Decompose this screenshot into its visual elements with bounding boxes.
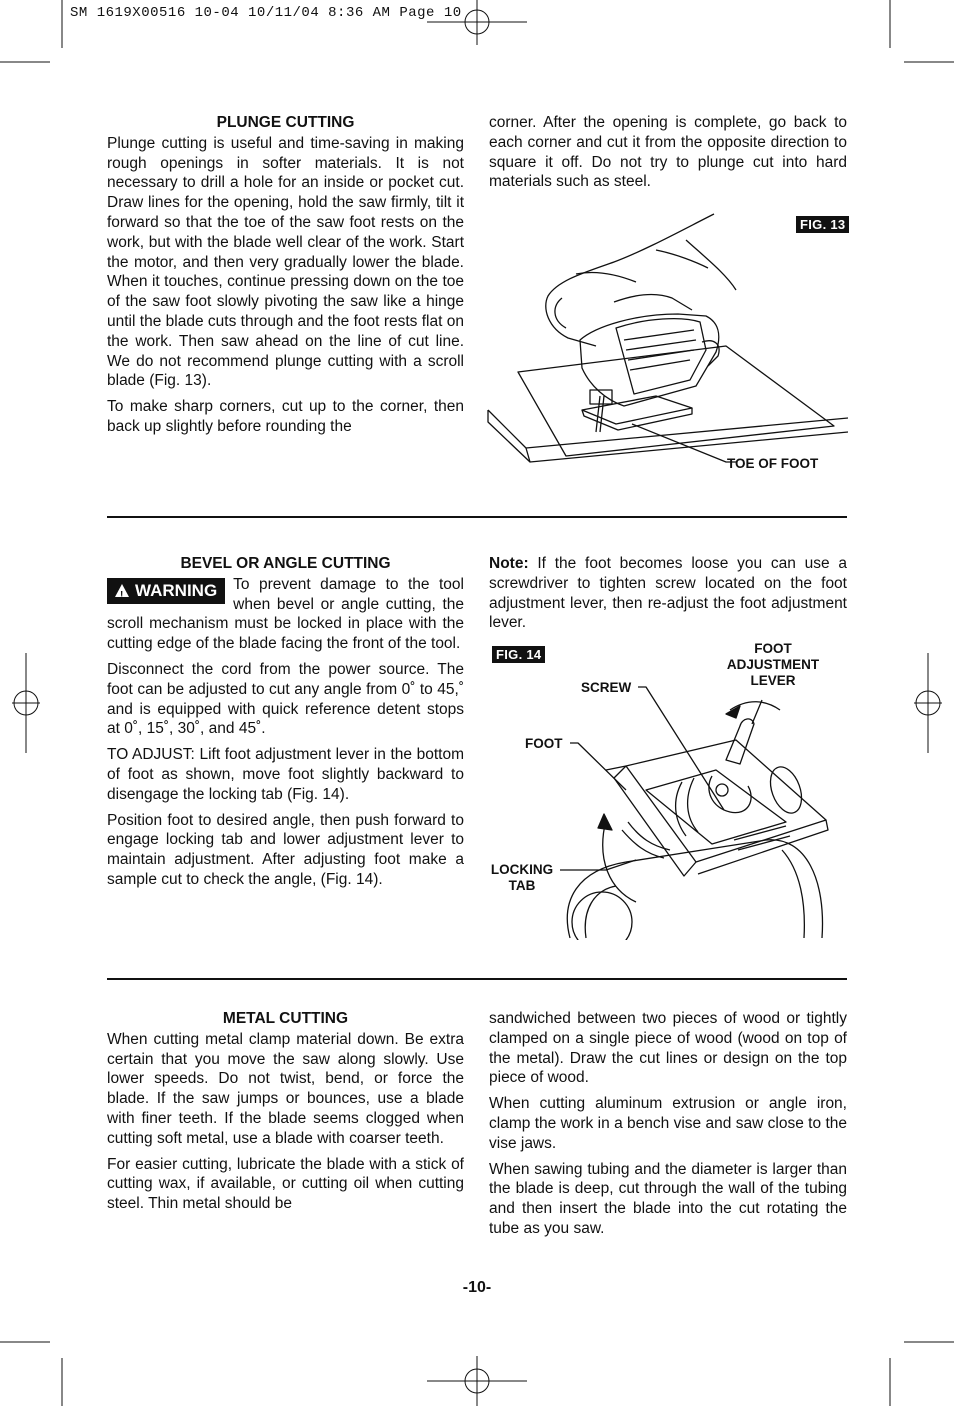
metal-paragraph: When cutting aluminum extrusion or angle iron, clamp the work in a bench vise and saw close to the vise jaws. bbox=[489, 1095, 847, 1152]
bevel-heading: BEVEL OR ANGLE CUTTING bbox=[180, 555, 391, 572]
metal-left-column bbox=[107, 1009, 464, 1220]
note-text: If the foot becomes loose you can use a screwdriver to tighten screw located on the foot adjustment lever, then re-adjust the foot adjustment lever. bbox=[489, 555, 847, 632]
plunge-paragraph: To make sharp corners, cut up to the corner, then back up slightly before rounding the bbox=[107, 398, 464, 435]
metal-paragraph: When cutting metal clamp material down. Be extra certain that you move the saw along slowly. Use lower speeds. Do not twist, bend, or force the blade. If the saw jumps or bounces, use a blade with finer teeth. If the blade seems clogged when cutting soft metal, use a blade with coarser teeth. bbox=[107, 1030, 464, 1147]
fig14-illustration bbox=[486, 640, 848, 940]
plunge-right-column bbox=[489, 113, 847, 198]
fig14-tag: FIG. 14 bbox=[492, 646, 545, 663]
section-divider bbox=[107, 978, 847, 980]
bevel-left-column bbox=[107, 554, 464, 896]
screw-label: SCREW bbox=[581, 680, 632, 695]
page-number: -10- bbox=[462, 1279, 492, 1296]
plunge-left-column bbox=[107, 113, 464, 443]
metal-heading: METAL CUTTING bbox=[222, 1010, 349, 1027]
section-divider bbox=[107, 516, 847, 518]
plunge-paragraph: Plunge cutting is useful and time-saving in making rough openings in softer materials. It is not necessary to drill a hole for an inside or pocket cut. Draw lines for the opening, hold the saw firmly, tilt it forward so that the toe of the saw foot rests on the work, but with the blade well clear of the work. Start the motor, and then very gradually lower the blade. When it touches, continue pressing down on the toe of the saw foot slowly pivoting the saw like a hinge until the blade cuts through and the foot rests flat on the work. Then saw ahead on the line of cut line. We do not recommend plunge cutting with a scroll blade (Fig. 13). bbox=[107, 134, 464, 390]
metal-right-column bbox=[489, 1009, 847, 1245]
printer-slug: SM 1619X00516 10-04 10/11/04 8:36 AM Page 10 bbox=[70, 5, 462, 21]
fig13-tag: FIG. 13 bbox=[796, 216, 849, 233]
metal-paragraph: When sawing tubing and the diameter is larger than the blade is deep, cut through the wall of the tubing and then insert the blade into the cut rotating the tube as you saw. bbox=[489, 1160, 847, 1237]
metal-paragraph: sandwiched between two pieces of wood or tightly clamped on a single piece of wood (wood on top of the metal). Draw the cut lines or design on the top piece of wood. bbox=[489, 1010, 847, 1087]
bevel-paragraph: TO ADJUST: Lift foot adjustment lever in the bottom of foot as shown, move foot slightly backward to disengage the locking tab (Fig. 14). bbox=[107, 746, 464, 803]
warning-badge bbox=[107, 578, 225, 604]
plunge-paragraph: corner. After the opening is complete, go back to each corner and cut it from the opposite direction to square it off. Do not try to plunge cut into hard materials such as steel. bbox=[489, 114, 847, 191]
warning-triangle-icon: ! bbox=[115, 584, 129, 597]
fig13-illustration bbox=[486, 210, 848, 472]
foot-label: FOOT bbox=[525, 736, 563, 751]
foot-adjustment-lever-label: FOOT ADJUSTMENT LEVER bbox=[726, 641, 820, 688]
warning-label: WARNING bbox=[135, 580, 218, 600]
bevel-paragraph: Disconnect the cord from the power source. The foot can be adjusted to cut any angle from 0˚ to 45,˚ and is equipped with quick reference detent stops at 0˚, 15˚, 30˚, and 45˚. bbox=[107, 660, 464, 738]
bevel-paragraph: Position foot to desired angle, then push forward to engage locking tab and lower adjustment lever to maintain adjustment. After adjusting foot make a sample cut to check the angle, (Fig. 14). bbox=[107, 811, 464, 888]
metal-paragraph: For easier cutting, lubricate the blade with a stick of cutting wax, if available, or cutting oil when cutting steel. Thin metal should be bbox=[107, 1155, 464, 1213]
locking-tab-label: LOCKING TAB bbox=[490, 862, 554, 893]
note-label: Note: bbox=[489, 555, 529, 572]
warning-text: To prevent damage to the tool when bevel or angle cutting, the scroll mechanism must be locked in place with the cutting edge of the blade facing the front of the tool. bbox=[107, 575, 464, 653]
plunge-heading: PLUNGE CUTTING bbox=[216, 114, 355, 131]
toe-of-foot-label: TOE OF FOOT bbox=[727, 456, 819, 471]
bevel-right-column bbox=[489, 554, 847, 639]
